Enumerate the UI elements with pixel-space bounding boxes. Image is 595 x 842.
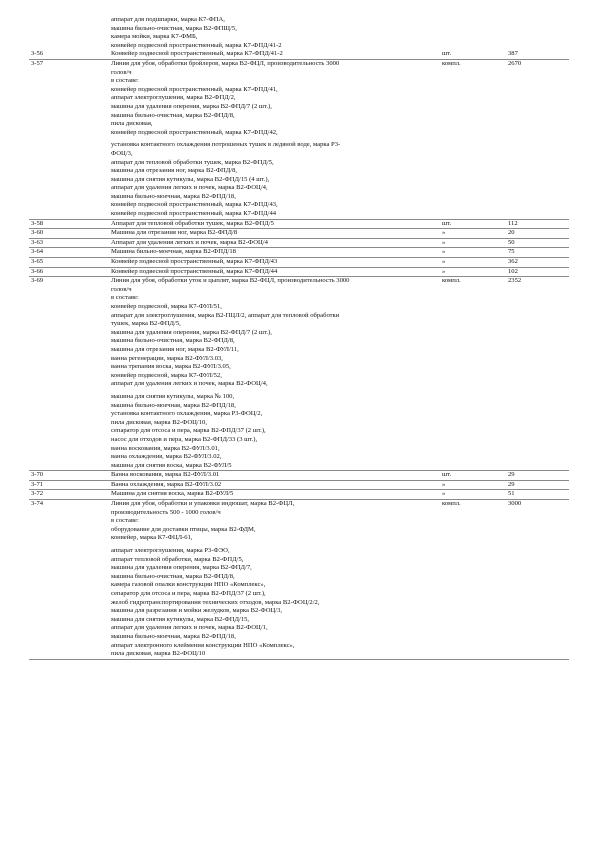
row-value: 387 [508, 50, 518, 58]
table-row [29, 481, 569, 491]
description-line: в составе: [111, 294, 139, 302]
table-row [29, 248, 569, 258]
description-line: Аппарат для тепловой обработки тушек, марка В2-ФПД/5 [111, 219, 274, 227]
description-line: аппарат электроглушения, марка Р3-ФЭО, [111, 547, 230, 555]
description-line: голов/ч [111, 285, 132, 293]
row-description [111, 248, 441, 257]
description-line: ванна воскования, марка В2-ФУЛ/3.01, [111, 444, 220, 452]
row-value: 20 [508, 229, 515, 237]
description-line: Ванна охлаждения, марка В2-ФУЛ/3.02 [111, 480, 222, 488]
row-number: 3-60 [31, 229, 44, 237]
description-line: пила дисковая, марка В2-ФОЦ/10 [111, 650, 206, 658]
row-unit: » [442, 258, 446, 266]
row-number: 3-58 [31, 219, 44, 227]
description-line: в составе: [111, 77, 139, 85]
table-row [29, 471, 569, 481]
row-value: 51 [508, 490, 515, 498]
description-line: установка контактного охлаждения, марка Р3-ФОЦ/2, [111, 410, 263, 418]
row-unit: шт. [442, 50, 452, 58]
row-description [111, 268, 441, 277]
row-value: 29 [508, 471, 515, 479]
description-line: машина бильно-моечная, марка В2-ФПД/18, [111, 192, 236, 200]
description-line: Машина для снятия воска, марка В2-ФУЛ/5 [111, 490, 234, 498]
description-line: ванна охлаждения, марка В2-ФУЛ/3.02, [111, 453, 222, 461]
description-line: машина для отрезания ног, марка В2-ФУЛ/11, [111, 345, 239, 353]
row-unit: шт. [442, 219, 452, 227]
description-line: машина бильно-очистная, марка В2-ФПЩ/5, [111, 24, 237, 32]
description-line: машина для снятия кутикулы, марка № 100, [111, 392, 235, 400]
description-line: машина бильно-очистная, марка В2-ФПД/8, [111, 337, 235, 345]
description-line: аппарат электроглушения, марка В2-ФПД/2, [111, 94, 236, 102]
description-line: конвейер подвесной пространственный, марка К7-ФПД/42, [111, 128, 278, 136]
description-line: производительность 500 - 1000 голов/ч [111, 508, 221, 516]
table-row [29, 490, 569, 500]
description-line: конвейер подвесной пространственный, марка К7-ФПД/44 [111, 210, 277, 218]
row-value: 50 [508, 238, 515, 246]
table-row [29, 500, 569, 660]
description-line: конвейер подвесной пространственный, марка К7-ФПД/41-2 [111, 41, 282, 49]
row-description [111, 229, 441, 238]
row-description [111, 277, 441, 470]
row-unit: » [442, 490, 446, 498]
description-line: машина для удаления оперения, марка В2-ФПД/7 (2 шт.), [111, 328, 272, 336]
description-line: аппарат электронного клеймения конструкции НПО «Комплекс», [111, 641, 295, 649]
description-line: сепаратор для отсоса и пера, марка В2-ФПД/37 (2 шт.), [111, 590, 266, 597]
description-line: Конвейер подвесной пространственный, марка К7-ФПД/41-2 [111, 50, 283, 58]
row-number: 3-69 [31, 277, 44, 285]
row-description [111, 258, 441, 267]
description-line: голов/ч [111, 68, 132, 76]
description-line: аппарат тепловой обработки, марка В2-ФПД/5, [111, 555, 244, 563]
description-line: аппарат для электроглушения, марка В2-ПЦЛ/2, аппарат для тепловой обработки [111, 311, 340, 319]
row-unit: компл. [442, 59, 461, 67]
table-row [29, 16, 569, 50]
description-line: машина бильно-очистная, марка В2-ФПД/8, [111, 572, 235, 580]
row-description [111, 481, 441, 490]
row-number: 3-64 [31, 248, 44, 256]
description-line: ванна регенерации, марка В2-ФУЛ/3.03, [111, 354, 223, 362]
description-line: пила дисковая, [111, 120, 153, 128]
row-description [111, 471, 441, 480]
equipment-table [29, 16, 569, 660]
table-row [29, 50, 569, 60]
table-row [29, 277, 569, 471]
row-value: 102 [508, 267, 518, 275]
row-number: 3-74 [31, 500, 44, 508]
table-row [29, 268, 569, 278]
description-line: машина бильно-моечная, марка В2-ФПД/18, [111, 401, 236, 409]
table-row [29, 258, 569, 268]
description-line: тушек, марка В2-ФПД/5, [111, 320, 181, 328]
description-line: Аппарат для удаления легких и почек, марка В2-ФОЦ/4 [111, 238, 268, 246]
description-line: аппарат для удаления легких и почек, марка В2-ФОЦ/4, [111, 184, 268, 192]
row-value: 75 [508, 248, 515, 256]
description-line: аппарат для подшпарки, марка К7-ФПА, [111, 16, 225, 23]
description-line: машина бильно-моечная, марка В2-ФПД/18, [111, 632, 236, 640]
description-line: Линия для убоя, обработки уток и цыплят, марка В2-ФЦЛ, производительность 3000 [111, 277, 350, 285]
row-unit: шт. [442, 471, 452, 479]
description-line: ФОЦ/3, [111, 149, 133, 157]
row-value: 2352 [508, 277, 522, 285]
row-description [111, 220, 441, 229]
description-line: Машина бильно-моечная, марка В2-ФПД/18 [111, 248, 236, 256]
description-line: камера газовой опалки конструкции НПО «Комплекс», [111, 581, 266, 589]
table-row [29, 60, 569, 220]
description-line: Линия для убоя, обработки и упаковки индюшат, марка В2-ФЦЛ, [111, 500, 295, 508]
description-line: конвейер, марка К7-ФЦЛ-61, [111, 534, 193, 542]
row-description [111, 239, 441, 248]
description-line: ванна трепания воска, марка В2-ФУЛ/3.05, [111, 363, 231, 371]
description-line: сепаратор для отсоса и пера, марка В2-ФПД/37 (2 шт.), [111, 427, 266, 435]
row-description [111, 60, 441, 219]
row-number: 3-72 [31, 490, 44, 498]
description-line: Линия для убоя, обработки бройлеров, марка В2-ФЦЛ, производительность 3000 [111, 59, 340, 67]
description-line: конвейер подвесной, марка К7-ФУЛ/52, [111, 371, 222, 379]
row-description [111, 490, 441, 499]
row-value: 3000 [508, 500, 522, 508]
row-unit: » [442, 267, 446, 275]
row-number: 3-70 [31, 471, 44, 479]
row-value: 29 [508, 480, 515, 488]
description-line: насос для отходов и пера, марка В2-ФПД/33 (3 шт.), [111, 435, 258, 443]
row-number: 3-66 [31, 267, 44, 275]
description-line: аппарат для удаления легких и почек, марка В2-ФОЦ/1, [111, 624, 268, 632]
row-description [111, 50, 441, 59]
row-unit: компл. [442, 500, 461, 508]
description-line: машина для разрезания и мойки желудков, марка В2-ФОЦ/3, [111, 607, 283, 615]
row-unit: » [442, 248, 446, 256]
description-line: пила дисковая, марка В2-ФОЦ/10, [111, 418, 207, 426]
row-number: 3-57 [31, 59, 44, 67]
row-value: 2670 [508, 59, 522, 67]
description-line: машина бильно-очистная, марка В2-ФПД/8, [111, 111, 235, 119]
description-line: в составе: [111, 517, 139, 525]
description-line: конвейер подвесной пространственный, марка К7-ФПД/43, [111, 201, 278, 209]
description-line: оборудование для доставки птицы, марка В2-ФДМ, [111, 525, 256, 533]
row-description [111, 16, 441, 50]
description-line: установка контактного охлаждения потрошеных тушек в ледяной воде, марка Р3- [111, 141, 341, 149]
description-line: аппарат для тепловой обработки тушек, марка В2-ФПД/5, [111, 158, 274, 166]
row-number: 3-63 [31, 238, 44, 246]
description-line: желоб гидротранспортирования технических отходов, марка В2-ФОЦ/2/2, [111, 598, 320, 606]
row-unit: » [442, 229, 446, 237]
description-line: машина для удаления оперения, марка В2-ФПД/7 (2 шт.), [111, 102, 272, 110]
row-value: 362 [508, 258, 518, 266]
row-description [111, 500, 441, 659]
description-line: машина для снятия кутикулы, марка В2-ФПД/15, [111, 615, 250, 623]
description-line: машина для снятия воска, марка В2-ФУЛ/5 [111, 461, 232, 469]
description-line: конвейер подвесной пространственный, марка К7-ФПД/41, [111, 85, 278, 93]
row-value: 112 [508, 219, 518, 227]
description-line: машина для снятия кутикулы, марка В2-ФПД/15 (4 шт.), [111, 175, 270, 183]
table-row [29, 239, 569, 249]
description-line: конвейер подвесной, марка К7-ФУЛ/51, [111, 303, 222, 310]
description-line: Конвейер подвесной пространственный, марка К7-ФПД/44 [111, 267, 278, 275]
row-unit: компл. [442, 277, 461, 285]
row-number: 3-56 [31, 50, 44, 58]
description-line: Конвейер подвесной пространственный, марка К7-ФПД/43 [111, 258, 278, 266]
table-row [29, 229, 569, 239]
table-row [29, 220, 569, 230]
row-unit: » [442, 480, 446, 488]
row-number: 3-71 [31, 480, 44, 488]
row-number: 3-65 [31, 258, 44, 266]
description-line: Ванна воскования, марка В2-ФУЛ/3.01 [111, 471, 220, 479]
description-line: машина для удаления оперения, марка В2-ФПД/7, [111, 564, 252, 572]
row-unit: » [442, 238, 446, 246]
description-line: Машина для отрезания ног, марка В2-ФПД/8 [111, 229, 238, 237]
description-line: камера мойки, марка К7-ФМБ, [111, 33, 198, 41]
description-line: машина для отрезания ног, марка В2-ФПД/8, [111, 167, 238, 175]
description-line: аппарат для удаления легких и почек, марка В2-ФОЦ/4, [111, 380, 268, 388]
